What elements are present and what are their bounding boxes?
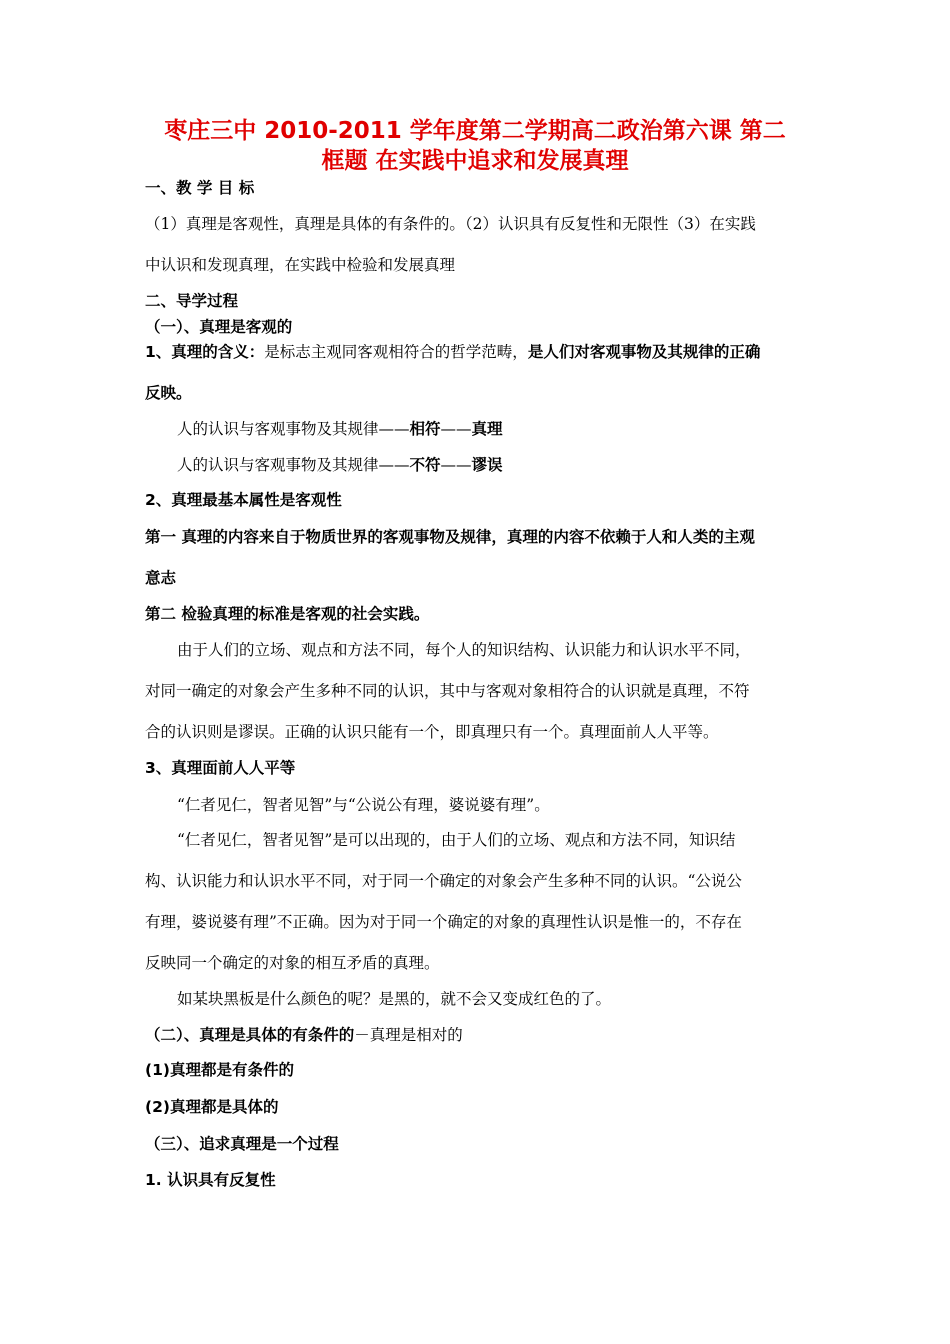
formula-error-dash: —— xyxy=(440,456,472,474)
section-2-item-2: (2)真理都是具体的 xyxy=(145,1098,279,1116)
formula-truth-result: 真理 xyxy=(471,420,503,438)
truth-definition-text: 是标志主观同客观相符合的哲学范畴， xyxy=(264,343,528,361)
formula-error-mismatch: 不符 xyxy=(409,456,441,474)
point-2a-line-1: 第一 真理的内容来自于物质世界的客观事物及规律，真理的内容不依赖于人和人类的主观 xyxy=(145,528,755,546)
truth-definition-cont: 反映。 xyxy=(145,384,192,402)
section-1-heading: （一）、真理是客观的 xyxy=(145,318,293,336)
title-line-1: 枣庄三中 2010-2011 学年度第二学期高二政治第六课 第二 xyxy=(164,118,786,144)
title-line-2: 框题 在实践中追求和发展真理 xyxy=(321,148,629,174)
document-title xyxy=(140,116,810,176)
section-2-title: （二）、真理是具体的有条件的 xyxy=(145,1026,355,1044)
section-2-item-1: (1)真理都是有条件的 xyxy=(145,1061,294,1079)
truth-definition-emphasis: 是人们对客观事物及其规律的正确 xyxy=(527,343,761,361)
formula-error-text: 人的认识与客观事物及其规律—— xyxy=(177,456,410,474)
goals-line-2: 中认识和发现真理，在实践中检验和发展真理 xyxy=(145,256,456,274)
point-2b: 第二 检验真理的标准是客观的社会实践。 xyxy=(145,605,430,623)
section-2-heading xyxy=(145,1025,463,1045)
formula-truth xyxy=(177,419,503,439)
formula-error xyxy=(177,455,503,475)
heading-guided-process: 二、导学过程 xyxy=(145,292,239,310)
point-3-heading: 3、真理面前人人平等 xyxy=(145,759,296,777)
heading-teaching-goals: 一、教 学 目 标 xyxy=(145,179,255,197)
formula-truth-match: 相符 xyxy=(409,420,441,438)
section-3-heading: （三）、追求真理是一个过程 xyxy=(145,1135,339,1153)
section-2-subtitle: －真理是相对的 xyxy=(354,1026,463,1044)
paragraph-1-line-1: 由于人们的立场、观点和方法不同，每个人的知识结构、认识能力和认识水平不同， xyxy=(177,641,751,659)
quote-line: “仁者见仁，智者见智”与“公说公有理，婆说婆有理”。 xyxy=(177,796,550,814)
formula-truth-text: 人的认识与客观事物及其规律—— xyxy=(177,420,410,438)
paragraph-1-line-2: 对同一确定的对象会产生多种不同的认识，其中与客观对象相符合的认识就是真理，不符 xyxy=(145,682,750,700)
section-3-item-1: 1. 认识具有反复性 xyxy=(145,1171,276,1189)
formula-error-result: 谬误 xyxy=(471,456,503,474)
paragraph-2-line-2: 构、认识能力和认识水平不同，对于同一个确定的对象会产生多种不同的认识。“公说公 xyxy=(145,872,742,890)
formula-truth-dash: —— xyxy=(440,420,472,438)
point-2a-line-2: 意志 xyxy=(145,569,177,587)
paragraph-1-line-3: 合的认识则是谬误。正确的认识只能有一个，即真理只有一个。真理面前人人平等。 xyxy=(145,723,719,741)
example-line: 如某块黑板是什么颜色的呢？是黑的，就不会又变成红色的了。 xyxy=(177,990,612,1008)
paragraph-2-line-1: “仁者见仁，智者见智”是可以出现的，由于人们的立场、观点和方法不同，知识结 xyxy=(177,831,736,849)
point-2-heading: 2、真理最基本属性是客观性 xyxy=(145,491,342,509)
paragraph-2-line-4: 反映同一个确定的对象的相互矛盾的真理。 xyxy=(145,954,440,972)
truth-definition-line xyxy=(145,342,760,362)
truth-definition-label: 1、真理的含义： xyxy=(145,343,265,361)
goals-line-1: （1）真理是客观性，真理是具体的有条件的。（2）认识具有反复性和无限性（3）在实践 xyxy=(145,215,756,233)
paragraph-2-line-3: 有理，婆说婆有理”不正确。因为对于同一个确定的对象的真理性认识是惟一的，不存在 xyxy=(145,913,742,931)
